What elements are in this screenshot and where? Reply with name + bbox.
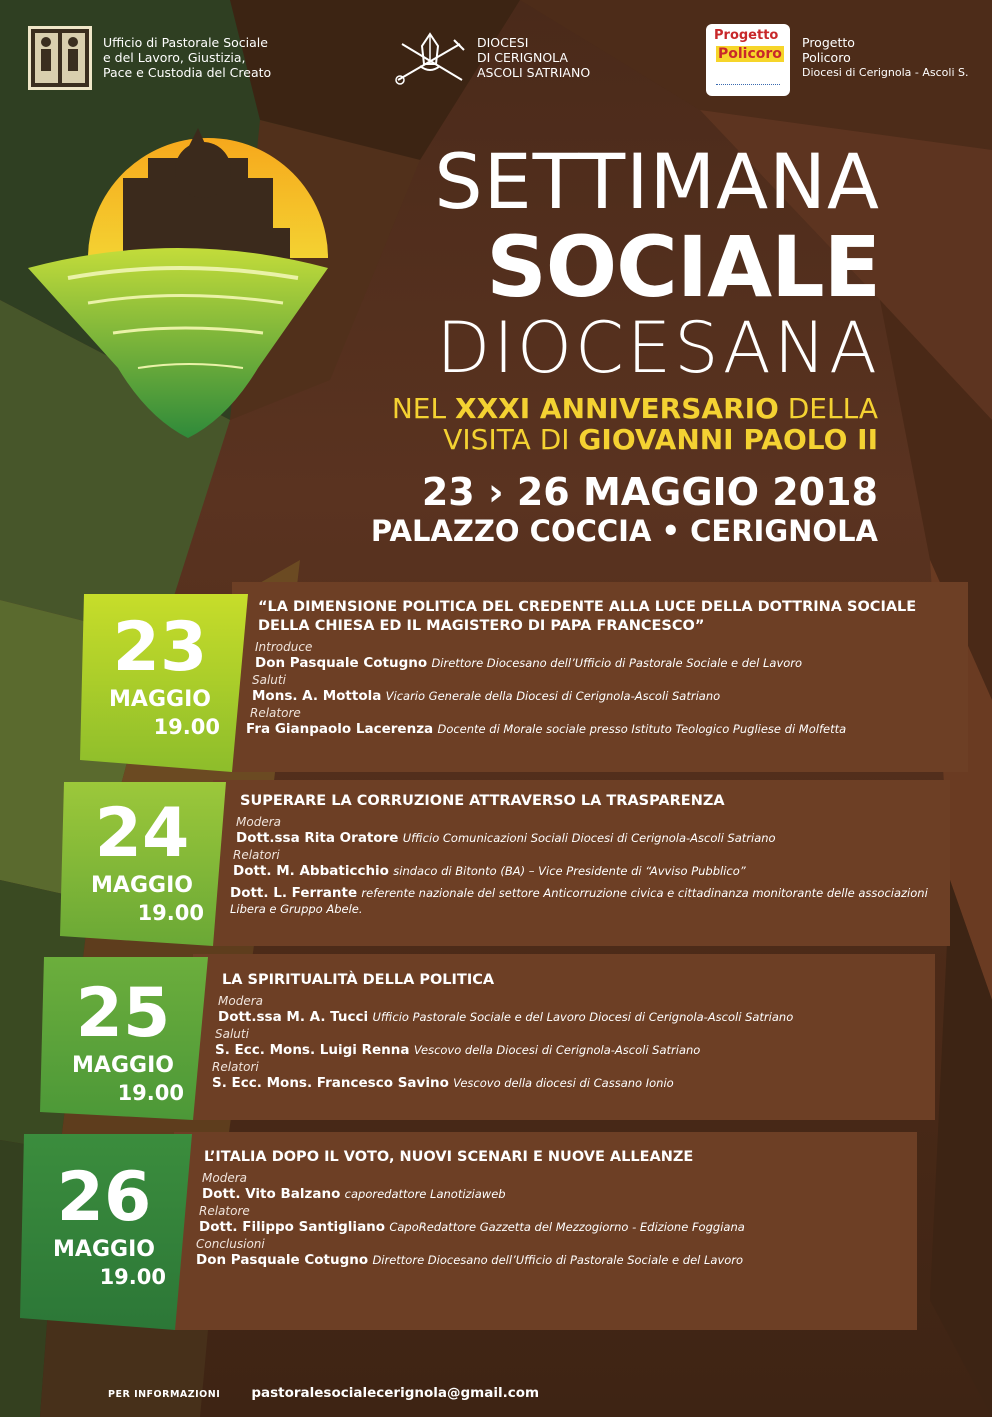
day-time: 19.00 [137, 901, 204, 925]
footer-email-link[interactable]: pastoralesocialecerignola@gmail.com [251, 1385, 540, 1401]
header-left-text: Ufficio di Pastorale Sociale e del Lavoro, Giustizia, Pace e Custodia del Creato [103, 35, 272, 80]
event-speaker: Dott. M. Abbaticchio sindaco di Bitonto (BA) – Vice Presidente di “Avviso Pubblico” [233, 863, 746, 879]
event-content-23 [246, 598, 955, 739]
event-role: Relatore [250, 706, 301, 720]
event-role: Modera [218, 994, 263, 1008]
footer-contact [108, 1382, 539, 1401]
day-time: 19.00 [117, 1081, 184, 1105]
event-content-25 [212, 971, 912, 1093]
event-dates: 23 › 26 MAGGIO 2018 [421, 470, 878, 514]
event-speaker: Dott. Vito Balzano caporedattore Lanotiziaweb [202, 1186, 506, 1202]
event-speaker: Don Pasquale Cotugno Direttore Diocesano dell’Ufficio di Pastorale Sociale e del Lavoro [255, 655, 803, 671]
day-number: 25 [75, 974, 171, 1053]
event-speaker: Dott.ssa M. A. Tucci Ufficio Pastorale Sociale e del Lavoro Diocesi di Cerignola-Ascoli Satriano [218, 1009, 794, 1025]
event-title: SUPERARE LA CORRUZIONE ATTRAVERSO LA TRASPARENZA [240, 793, 725, 809]
day-number: 24 [94, 794, 190, 873]
event-role: Modera [236, 815, 281, 829]
header-right-text: Progetto Policoro Diocesi di Cerignola - Ascoli S. [802, 35, 969, 79]
event-speaker: Dott.ssa Rita Oratore Ufficio Comunicazioni Sociali Diocesi di Cerignola-Ascoli Satriano [236, 830, 776, 846]
event-speaker: Don Pasquale Cotugno Direttore Diocesano dell’Ufficio di Pastorale Sociale e del Lavoro [196, 1252, 744, 1268]
event-speaker: Fra Gianpaolo Lacerenza Docente di Morale sociale presso Istituto Teologico Pugliese di Molfetta [246, 721, 847, 737]
event-role: Relatori [212, 1060, 259, 1074]
event-speaker: S. Ecc. Mons. Luigi Renna Vescovo della Diocesi di Cerignola-Ascoli Satriano [215, 1042, 701, 1058]
event-role: Introduce [255, 640, 313, 654]
event-speaker: S. Ecc. Mons. Francesco Savino Vescovo della diocesi di Cassano Ionio [212, 1075, 674, 1091]
day-month: MAGGIO [53, 1237, 155, 1262]
event-role: Relatore [199, 1204, 250, 1218]
day-month: MAGGIO [109, 687, 211, 712]
day-month: MAGGIO [91, 873, 193, 898]
footer-label: PER INFORMAZIONI [108, 1389, 221, 1400]
event-content-24 [230, 792, 930, 918]
event-speaker: Dott. Filippo Santigliano CapoRedattore Gazzetta del Mezzogiorno - Edizione Foggiana [199, 1219, 745, 1235]
date-box-25 [62, 974, 184, 1106]
header-center-text: DIOCESI DI CERIGNOLA ASCOLI SATRIANO [477, 35, 591, 80]
day-time: 19.00 [153, 715, 220, 739]
subtitle-line-2: VISITA DI GIOVANNI PAOLO II [443, 423, 878, 456]
event-title: LA SPIRITUALITÀ DELLA POLITICA [222, 972, 495, 988]
title-sociale: SOCIALE [486, 218, 880, 316]
event-role: Relatori [233, 848, 280, 862]
title-diocesana: DIOCESANA [436, 307, 880, 389]
event-title: L’ITALIA DOPO IL VOTO, NUOVI SCENARI E NUOVE ALLEANZE [204, 1149, 694, 1165]
event-place: PALAZZO COCCIA • CERIGNOLA [370, 514, 878, 548]
day-number: 23 [112, 608, 208, 687]
event-role: Conclusioni [196, 1237, 265, 1251]
event-content-26 [194, 1148, 894, 1270]
event-role: Saluti [252, 673, 286, 687]
date-box-23 [100, 608, 220, 740]
event-role: Modera [202, 1171, 247, 1185]
event-title: “LA DIMENSIONE POLITICA DEL CREDENTE ALLA LUCE DELLA DOTTRINA SOCIALE DELLA CHIESA ED IL MAGISTERO DI PAPA FRANCESCO” [258, 599, 917, 634]
event-speaker: Mons. A. Mottola Vicario Generale della Diocesi di Cerignola-Ascoli Satriano [252, 688, 721, 704]
day-month: MAGGIO [72, 1053, 174, 1078]
day-time: 19.00 [99, 1265, 166, 1289]
title-settimana: SETTIMANA [434, 137, 880, 226]
policoro-logo-word-2: Policoro [718, 46, 782, 62]
day-number: 26 [56, 1158, 152, 1237]
policoro-logo-word-1: Progetto [714, 28, 779, 43]
event-role: Saluti [215, 1027, 249, 1041]
subtitle-line-1: NEL XXXI ANNIVERSARIO DELLA [391, 392, 878, 425]
date-box-24 [80, 794, 204, 926]
date-box-26 [42, 1158, 166, 1290]
event-speaker: Dott. L. Ferrante referente nazionale del settore Anticorruzione civica e cittadinanza monitorante delle associazioni Libera e Gruppo Abele. [230, 885, 928, 916]
